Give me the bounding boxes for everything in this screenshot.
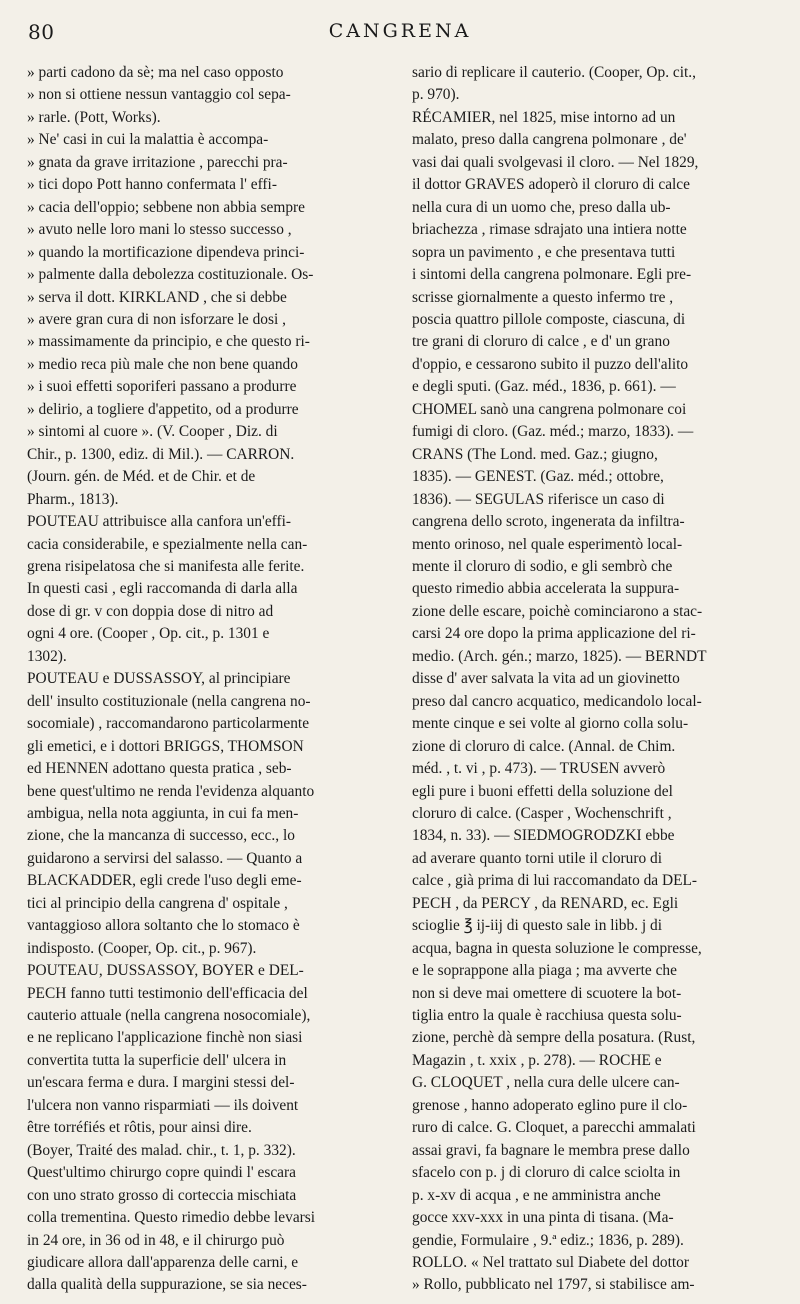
text-line: G. CLOQUET , nella cura delle ulcere can- — [412, 1074, 680, 1092]
text-line: cacia considerabile, e spezialmente nella can- — [27, 535, 308, 553]
text-line: » gnata da grave irritazione , parecchi pra- — [27, 153, 288, 171]
text-line: » avere gran cura di non isforzare le dosi , — [27, 310, 286, 328]
text-line: cauterio attuale (nella cangrena nosocomiale), — [27, 1007, 311, 1025]
text-line: 1302). — [27, 647, 67, 665]
text-line: giudicare allora dall'apparenza delle carni, e — [27, 1254, 299, 1272]
text-line: RÉCAMIER, nel 1825, mise intorno ad un — [412, 108, 676, 126]
text-line: zione, perchè dà sempre della posatura. (Rust, — [412, 1029, 696, 1047]
text-line: ad averare quanto torni utile il cloruro di — [412, 849, 663, 867]
text-line: l'ulcera non vanno risparmiati — ils doivent — [27, 1096, 299, 1114]
text-line: 1835). — GENEST. (Gaz. méd.; ottobre, — [412, 468, 664, 486]
text-line: BLACKADDER, egli crede l'uso degli eme- — [27, 872, 302, 890]
text-line: ruro di calce. G. Cloquet, a parecchi ammalati — [412, 1119, 696, 1137]
text-line: disse d' aver salvata la vita ad un giovinetto — [412, 670, 680, 688]
text-line: briachezza , rimase sdrajato una intiera notte — [412, 221, 687, 239]
text-line: cangrena dello scroto, ingenerata da infiltra- — [412, 513, 685, 531]
text-line: POUTEAU e DUSSASSOY, al principiare — [27, 670, 291, 688]
text-line: socomiale) , raccomandarono particolarmente — [27, 715, 310, 733]
text-line: Pharm., 1813). — [27, 490, 119, 508]
text-line: d'oppio, e cessarono subito il puzzo dell'alito — [412, 355, 689, 373]
text-line: malato, preso dalla cangrena polmonare , de' — [412, 131, 687, 149]
text-line: » quando la mortificazione dipendeva princi- — [27, 243, 305, 261]
text-line: être torréfiés et rôtis, pour ainsi dire. — [27, 1119, 252, 1137]
text-line: un'escara ferma e dura. I margini stessi del- — [27, 1074, 295, 1092]
text-line: scioglie ℥ ij-iij di questo sale in libb. j di — [412, 917, 662, 935]
text-line: gocce xxv-xxx in una pinta di tisana. (Ma- — [412, 1209, 674, 1227]
text-line: tre grani di cloruro di calce , e d' un grano — [412, 333, 670, 351]
text-line: grena risipelatosa che si manifesta alle ferite. — [27, 557, 305, 575]
text-line: » i suoi effetti soporiferi passano a produrre — [27, 378, 297, 396]
text-line: dell' insulto costituzionale (nella cangrena no- — [27, 692, 311, 710]
text-line: carsi 24 ore dopo la prima applicazione del ri- — [412, 625, 696, 643]
text-line: » avuto nelle loro mani lo stesso successo , — [27, 221, 292, 239]
running-title: CANGRENA — [328, 20, 472, 42]
text-line: gli emetici, e i dottori BRIGGS, THOMSON — [27, 737, 304, 755]
text-line: » massimamente da principio, e che questo ri- — [27, 333, 310, 351]
text-line: » sintomi al cuore ». (V. Cooper , Diz. di — [27, 423, 278, 441]
text-line: » parti cadono da sè; ma nel caso opposto — [27, 64, 284, 81]
text-line: bene quest'ultimo ne renda l'evidenza alquanto — [27, 782, 315, 800]
text-line: con uno strato grosso di corteccia mischiata — [27, 1186, 297, 1204]
text-line: tici al principio della cangrena d' ospitale , — [27, 894, 288, 912]
text-line: 1836). — SEGULAS riferisce un caso di — [412, 490, 665, 508]
text-line: 1834, n. 33). — SIEDMOGRODZKI ebbe — [412, 827, 675, 845]
text-line: ed HENNEN adottano questa pratica , seb- — [27, 760, 292, 778]
text-line: cloruro di calce. (Casper , Wochenschrift , — [412, 804, 672, 822]
text-line: zione, che la mancanza di successo, ecc., lo — [27, 827, 295, 845]
text-line: acqua, bagna in questa soluzione le compresse, — [412, 939, 702, 957]
text-line: guidarono a servirsi del salasso. — Quanto a — [27, 849, 303, 867]
text-line: vantaggioso allora soltanto che lo stomaco è — [27, 917, 300, 935]
text-line: POUTEAU attribuisce alla canfora un'effi- — [27, 513, 292, 531]
text-line: fumigi di cloro. (Gaz. méd.; marzo, 1833). — — [412, 423, 694, 441]
text-line: assai gravi, fa bagnare le membra prese dallo — [412, 1141, 690, 1159]
text-line: » delirio, a togliere d'appetito, od a produrre — [27, 400, 299, 418]
text-line: Quest'ultimo chirurgo copre quindi l' escara — [27, 1164, 296, 1182]
page-header — [28, 18, 772, 46]
text-line: PECH , da PERCY , da RENARD, ec. Egli — [412, 894, 679, 912]
text-line: p. 970). — [412, 86, 460, 104]
text-line: vasi dai quali svolgevasi il cloro. — Nel 1829, — [412, 153, 699, 171]
text-line: Magazin , t. xxix , p. 278). — ROCHE e — [412, 1051, 662, 1069]
text-line: il dottor GRAVES adoperò il cloruro di calce — [412, 176, 690, 194]
text-line: mente cinque e sei volte al giorno colla solu- — [412, 715, 689, 733]
text-line: scrisse giornalmente a questo infermo tre , — [412, 288, 674, 306]
text-line: » cacia dell'oppio; sebbene non abbia sempre — [27, 198, 305, 216]
text-line: colla trementina. Questo rimedio debbe levarsi — [27, 1209, 316, 1227]
text-line: i sintomi della cangrena polmonare. Egli pre- — [412, 266, 692, 284]
text-line: sario di replicare il cauterio. (Cooper, Op. cit., — [412, 64, 697, 81]
text-line: zione delle escare, poichè cominciarono a stac- — [412, 602, 703, 620]
text-line: ogni 4 ore. (Cooper , Op. cit., p. 1301 e — [27, 625, 270, 643]
text-line: » medio reca più male che non bene quando — [27, 355, 298, 373]
text-line: e le soprappone alla piaga ; ma avverte che — [412, 962, 677, 980]
text-line: POUTEAU, DUSSASSOY, BOYER e DEL- — [27, 962, 304, 980]
left-column — [27, 62, 393, 1297]
text-line: medio. (Arch. gén.; marzo, 1825). — BERNDT — [412, 647, 707, 665]
text-line: ROLLO. « Nel trattato sul Diabete del dottor — [412, 1254, 689, 1272]
text-line: » tici dopo Pott hanno confermata l' effi- — [27, 176, 277, 194]
page-number: 80 — [28, 20, 55, 44]
text-line: mente il cloruro di sodio, e gli sembrò che — [412, 557, 673, 575]
text-line: p. x-xv di acqua , e ne amministra anche — [412, 1186, 661, 1204]
text-line: PECH fanno tutti testimonio dell'efficacia del — [27, 984, 308, 1002]
text-line: tiglia entro la quale è racchiusa questa solu- — [412, 1007, 682, 1025]
text-line: gendie, Formulaire , 9.ª ediz.; 1836, p. 289). — [412, 1231, 684, 1249]
text-line: » serva il dott. KIRKLAND , che si debbe — [27, 288, 287, 306]
text-line: convertita tutta la superficie dell' ulcera in — [27, 1051, 287, 1069]
text-line: in 24 ore, in 36 od in 48, e il chirurgo può — [27, 1231, 285, 1249]
text-line: questo rimedio abbia accelerata la suppura- — [412, 580, 680, 598]
right-column — [412, 62, 780, 1297]
text-line: (Boyer, Traité des malad. chir., t. 1, p. 332). — [27, 1141, 296, 1159]
text-line: » Ne' casi in cui la malattia è accompa- — [27, 131, 269, 149]
text-line: In questi casi , egli raccomanda di darla alla — [27, 580, 298, 598]
text-line: e ne replicano l'applicazione finchè non siasi — [27, 1029, 303, 1047]
text-line: poscia quattro pillole composte, ciascuna, di — [412, 310, 686, 328]
text-line: CRANS (The Lond. med. Gaz.; giugno, — [412, 445, 658, 463]
text-line: e degli sputi. (Gaz. méd., 1836, p. 661). — — [412, 378, 676, 396]
text-line: Chir., p. 1300, ediz. di Mil.). — CARRON. — [27, 445, 295, 463]
text-line: » palmente dalla debolezza costituzionale. Os- — [27, 266, 314, 284]
text-line: indisposto. (Cooper, Op. cit., p. 967). — [27, 939, 257, 957]
text-line: sopra un pavimento , e che presentava tutti — [412, 243, 676, 261]
text-line: dose di gr. v con doppia dose di nitro ad — [27, 602, 274, 620]
text-line: (Journ. gén. de Méd. et de Chir. et de — [27, 468, 256, 486]
text-line: zione di cloruro di calce. (Annal. de Chim. — [412, 737, 676, 755]
text-line: nella cura di un uomo che, preso dalla ub- — [412, 198, 671, 216]
text-line: » rarle. (Pott, Works). — [27, 108, 161, 126]
text-line: CHOMEL sanò una cangrena polmonare coi — [412, 400, 687, 418]
text-line: sfacelo con p. j di cloruro di calce sciolta in — [412, 1164, 681, 1182]
text-line: calce , già prima di lui raccomandato da DEL- — [412, 872, 698, 890]
text-line: non si deve mai omettere di scuotere la bot- — [412, 984, 682, 1002]
text-line: egli pure i buoni effetti della soluzione del — [412, 782, 673, 800]
text-line: dalla qualità della suppurazione, se sia neces- — [27, 1276, 307, 1294]
text-line: ambigua, nella nota aggiunta, in cui fa men- — [27, 804, 299, 822]
text-line: grenose , hanno adoperato eglino pure il clo- — [412, 1096, 688, 1114]
text-line: mento orinoso, nel quale esperimentò local- — [412, 535, 683, 553]
text-line: preso dal cancro acquatico, medicandolo local- — [412, 692, 702, 710]
text-line: méd. , t. vi , p. 473). — TRUSEN avverò — [412, 760, 666, 778]
text-line: » non si ottiene nessun vantaggio col sepa- — [27, 86, 291, 104]
text-line: » Rollo, pubblicato nel 1797, si stabilisce am- — [412, 1276, 695, 1294]
